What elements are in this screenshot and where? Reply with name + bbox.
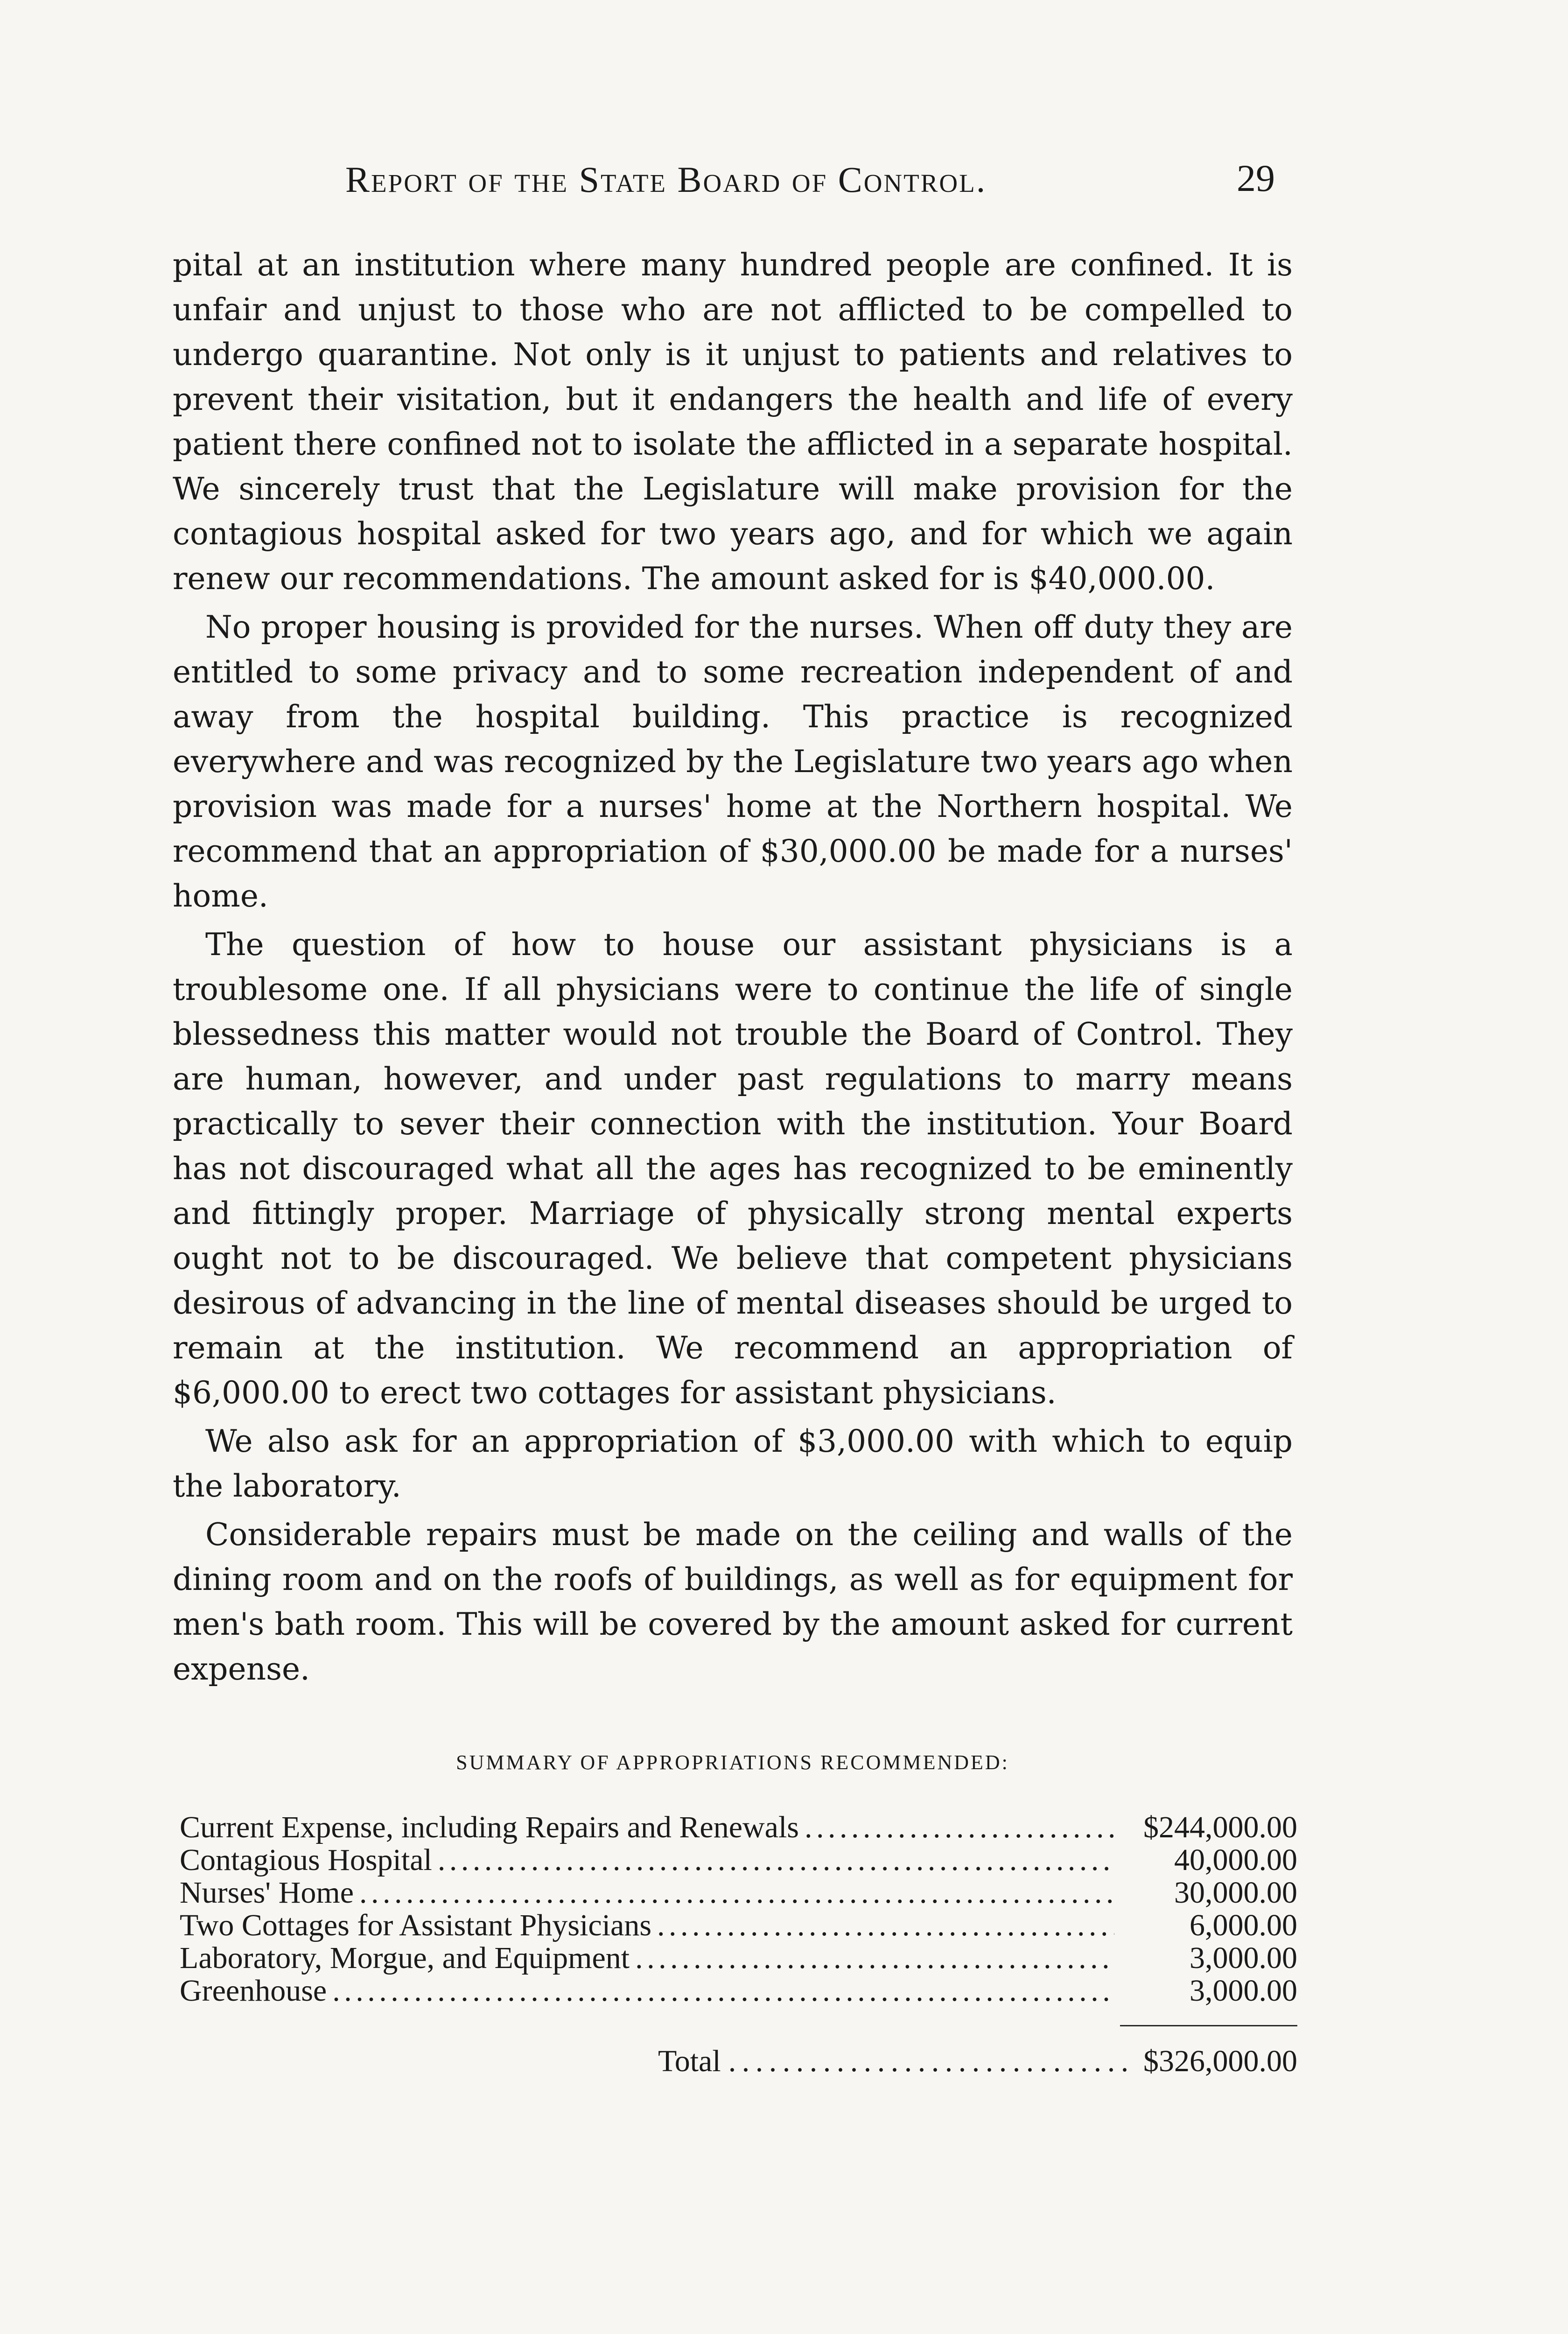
summary-row-amount: 3,000.00 [1190, 1941, 1297, 1975]
summary-row-label: Nurses' Home [180, 1876, 354, 1910]
paragraph: Considerable repairs must be made on the ceiling and walls of the dining room and on the roofs of buildings, as well as for equipment for men's bath room. This will be covered by the amount asked for current expense. [173, 1517, 1293, 1687]
summary-row-label: Greenhouse [180, 1974, 327, 2008]
total-rule [1120, 2025, 1297, 2026]
dot-leader [635, 1942, 1114, 1975]
paragraph: The question of how to house our assistant physicians is a troublesome one. If all physicians were to continue the life of single blessedness this matter would not trouble the Board of Control. They are human, however, and under past regulations to marry means practically to sever their connection with the institution. Your Board has not discouraged what all the ages has recognized to be eminently and fittingly proper. Marriage of physically strong mental experts ought not to be discouraged. We believe that competent physicians desirous of advancing in the line of mental diseases should be urged to remain at the institution. We recommend an appropriation of $6,000.00 to erect two cottages for assistant physicians. [173, 927, 1293, 1411]
total-label: Total [658, 2044, 721, 2078]
summary-row-amount: 30,000.00 [1174, 1876, 1297, 1910]
dot-leader [438, 1844, 1114, 1877]
summary-row [180, 1942, 1297, 1975]
paragraph: pital at an institution where many hundred people are confined. It is unfair and unjust to those who are not afflicted to be compelled to undergo quarantine. Not only is it unjust to patients and relatives to prevent their visitation, but it endangers the health and life of every patient there confined not to isolate the afflicted in a separate hospital. We sincerely trust that the Legislature will make provision for the contagious hospital asked for two years ago, and for which we again renew our recommendations. The amount asked for is $40,000.00. [173, 247, 1293, 597]
summary-row-label: Two Cottages for Assistant Physicians [180, 1908, 652, 1942]
summary-row-amount: 3,000.00 [1190, 1974, 1297, 2008]
total-amount: $326,000.00 [1143, 2044, 1297, 2078]
summary-row-amount: 40,000.00 [1174, 1843, 1297, 1877]
dot-leader [332, 1975, 1114, 2007]
summary-row-label: Laboratory, Morgue, and Equipment [180, 1941, 630, 1975]
dot-leader [657, 1909, 1114, 1942]
summary-row [180, 1975, 1297, 2007]
paragraph: No proper housing is provided for the nurses. When off duty they are entitled to some privacy and to some recreation independent of and away from the hospital building. This practice is recognized everywhere and was recognized by the Legislature two years ago when provision was made for a nurses' home at the Northern hospital. We recommend that an appropriation of $30,000.00 be made for a nurses' home. [173, 609, 1293, 914]
page-number: 29 [1237, 157, 1275, 199]
summary-row [180, 1877, 1297, 1909]
dot-leader [805, 1811, 1114, 1844]
paragraph: We also ask for an appropriation of $3,000.00 with which to equip the laboratory. [173, 1423, 1293, 1504]
summary-row [180, 1844, 1297, 1877]
summary-title: SUMMARY OF APPROPRIATIONS RECOMMENDED: [456, 1751, 1009, 1774]
summary-table [180, 1811, 1297, 2007]
summary-row-amount: 6,000.00 [1190, 1908, 1297, 1942]
dot-leader [728, 2044, 1136, 2079]
summary-row [180, 1811, 1297, 1844]
summary-row-amount: $244,000.00 [1143, 1810, 1297, 1844]
summary-row-label: Current Expense, including Repairs and Renewals [180, 1810, 799, 1844]
summary-row-label: Contagious Hospital [180, 1843, 432, 1877]
body-text [173, 243, 1293, 1695]
running-head: Report of the State Board of Control. [345, 159, 987, 200]
dot-leader [359, 1877, 1114, 1909]
summary-row [180, 1909, 1297, 1942]
total-row [658, 2044, 1297, 2079]
